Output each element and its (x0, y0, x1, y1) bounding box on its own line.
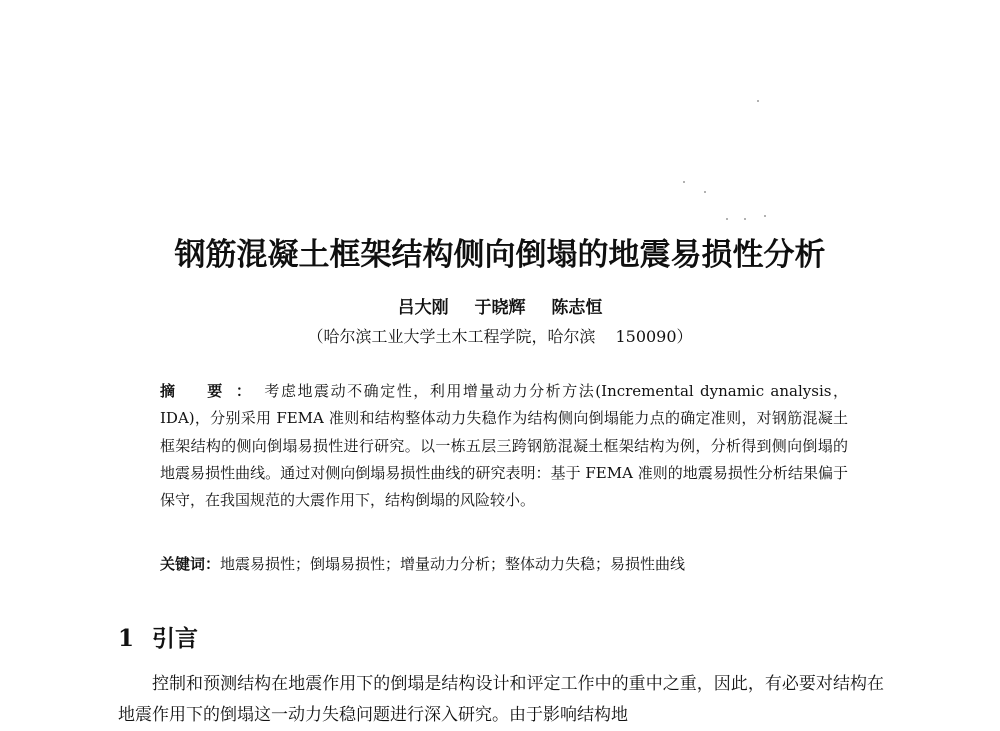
scan-speck (704, 191, 706, 193)
scan-speck (757, 100, 759, 102)
abstract (160, 378, 848, 514)
keywords-label: 关键词： (160, 555, 221, 573)
author-name: 陈志恒 (551, 298, 603, 318)
keywords (160, 551, 848, 578)
scan-speck (726, 218, 728, 220)
author-name: 于晓辉 (474, 298, 526, 318)
abstract-text: 考虑地震动不确定性，利用增量动力分析方法(Incremental dynamic analysis，IDA)，分别采用 FEMA 准则和结构整体动力失稳作为结构侧向倒塌能力点的确定准则，对钢筋混凝土框架结构的侧向倒塌易损性进行研究。以一栋五层三跨钢筋混凝土框架结构为例，分析得到侧向倒塌的地震易损性曲线。通过对侧向倒塌易损性曲线的研究表明：基于 FEMA 准则的地震易损性分析结果偏于保守，在我国规范的大震作用下，结构倒塌的风险较小。 (160, 382, 848, 510)
paper-title: 钢筋混凝土框架结构侧向倒塌的地震易损性分析 (174, 237, 826, 273)
abstract-label: 摘 要： (160, 382, 265, 400)
scan-speck (683, 181, 685, 183)
postal-code: 150090） (615, 327, 693, 346)
keywords-text: 地震易损性；倒塌易损性；增量动力分析；整体动力失稳；易损性曲线 (220, 555, 686, 573)
affiliation (0, 324, 1000, 347)
affiliation-name: （哈尔滨工业大学土木工程学院，哈尔滨 (307, 327, 596, 346)
section-heading (118, 620, 198, 653)
author-list (0, 293, 1000, 318)
author-name: 吕大刚 (397, 298, 449, 318)
scan-speck (764, 215, 766, 217)
section-number: 1 (118, 625, 135, 652)
section-title: 引言 (152, 626, 199, 652)
body-paragraph: 控制和预测结构在地震作用下的倒塌是结构设计和评定工作中的重中之重，因此，有必要对结构在地震作用下的倒塌这一动力失稳问题进行深入研究。由于影响结构地 (118, 674, 884, 725)
scan-speck (744, 218, 746, 220)
